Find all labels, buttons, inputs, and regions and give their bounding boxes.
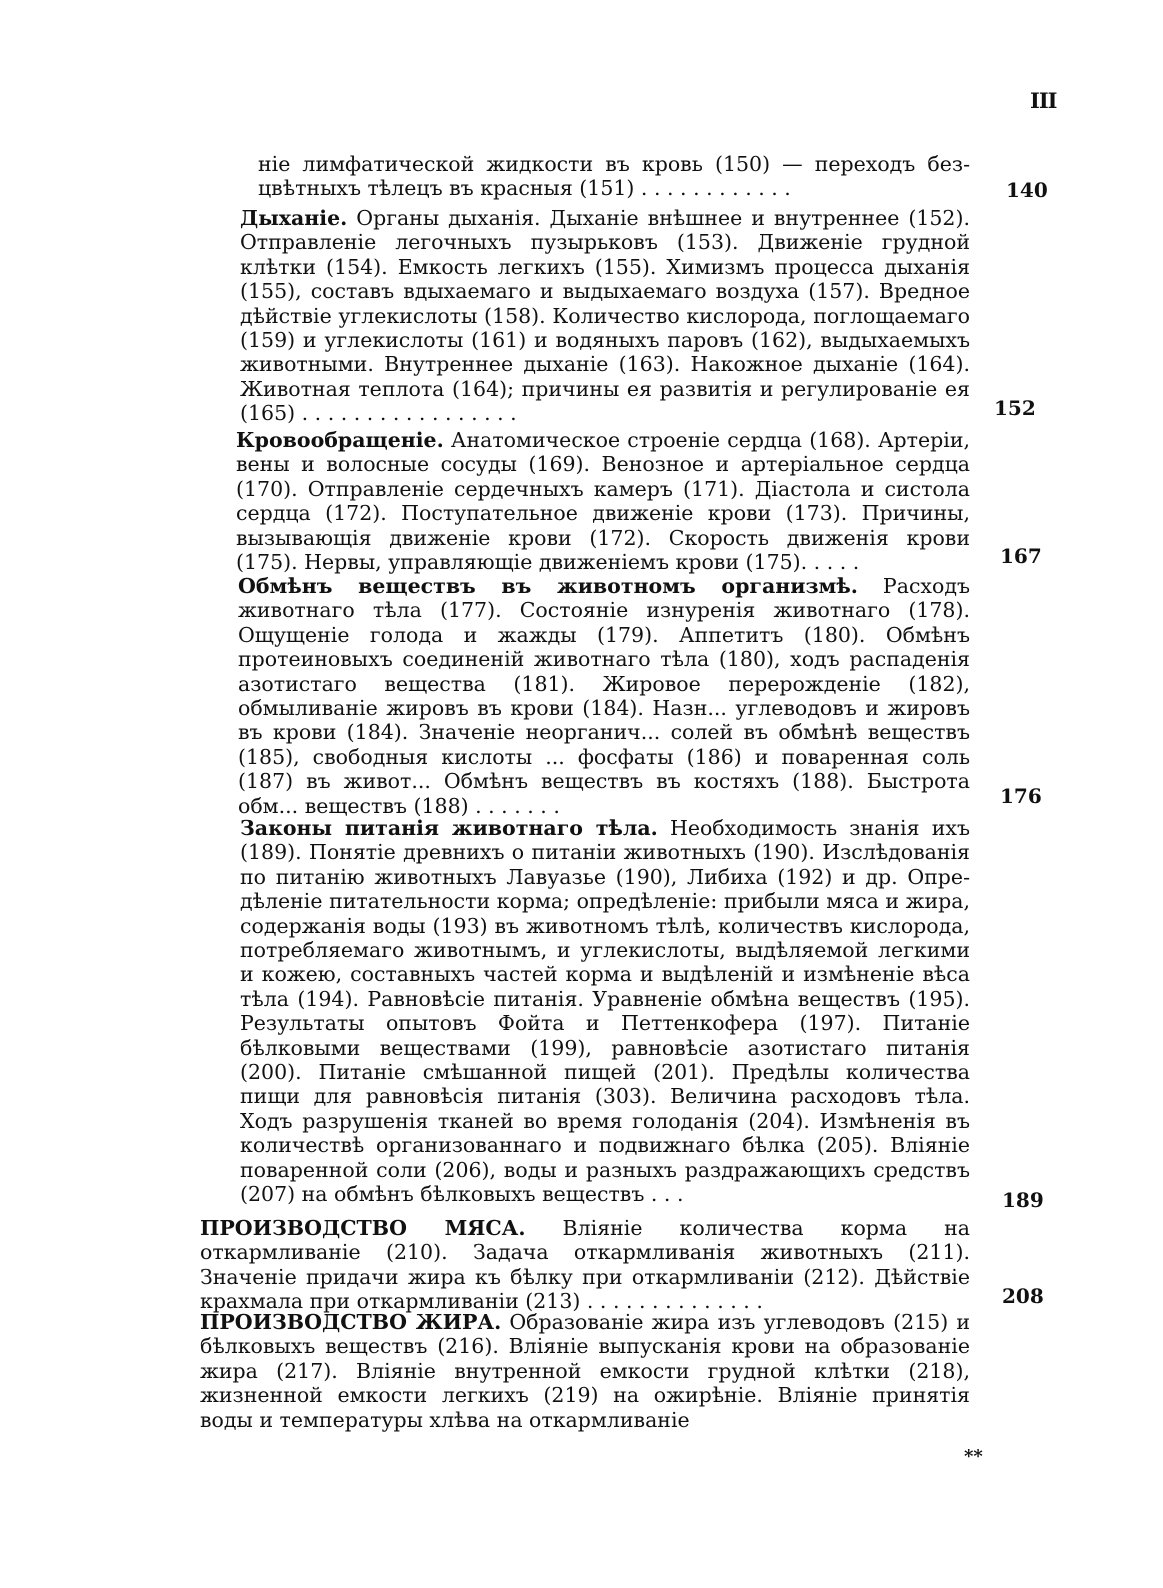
toc-entry <box>238 574 970 818</box>
entry-heading: ПРОИЗВОДСТВО ЖИРА. <box>200 1310 502 1334</box>
entry-page-ref: 140 <box>1006 178 1048 202</box>
entry-heading: Обмѣнъ веществъ въ животномъ организмѣ. <box>238 574 858 598</box>
entry-text: Расходъ животнаго тѣла (177). Состояніе изнуренія животнаго (178). Ощущеніе голода и жажды (179). Аппетитъ (180). Обмѣнъ протеиновыхъ соединеній животнаго тѣла (180), ходъ распаденія азотистаго вещества (181). Жировое перерожденіе (182), обмыливаніе жировъ въ крови (184). Назн... углеводовъ и жировъ въ крови (184). Значеніе неорганич... солей въ обмѣнѣ веществъ (185), свободныя кислоты ... фосфаты (186) и поваренная соль (187) въ живот... Обмѣнъ веществъ въ костяхъ (188). Быстрота обм... веществъ (188) . . . . . . . <box>238 574 970 818</box>
toc-entry <box>240 206 970 426</box>
entry-text: ніе лимфатической жидкости въ кровь (150) — переходъ безцвѣтныхъ тѣлецъ въ красныя (151) . . . . . . . . . . . . <box>258 152 970 201</box>
entry-text: Органы дыханія. Дыханіе внѣшнее и внутреннее (152). Отправленіе легочныхъ пузырьковъ (153). Движеніе грудной клѣтки (154). Емкость легкихъ (155). Химизмъ процесса дыханія (155), составъ вдыхаемаго и выдыхаемаго воздуха (157). Вредное дѣйствіе углекислоты (158). Количество кислорода, поглощаемаго (159) и углекислоты (161) и водяныхъ паровъ (162), выдыхаемыхъ животными. Внутреннее дыханіе (163). Накожное дыханіе (164). Животная теплота (164); причины ея развитія и регулированіе ея (165) . . . . . . . . . . . . . . . . . <box>240 206 970 426</box>
entry-page-ref: 167 <box>1000 544 1042 568</box>
entry-text: Анатомическое строеніе сердца (168). Артеріи, вены и волосные сосуды (169). Венозное и артеріальное сердца (170). Отправленіе сердечныхъ камеръ (171). Діастола и систола сердца (172). Поступательное движеніе крови (173). Причины, вызывающія движеніе крови (172). Скорость движенія крови (175). Нервы, управляющіе движеніемъ крови (175). . . . . <box>236 428 970 575</box>
toc-entry <box>200 1310 970 1432</box>
entry-heading: Кровообращеніе. <box>236 428 444 452</box>
entry-text: Вліяніе количества корма на откармливаніе (210). Задача откармливанія животныхъ (211). Значеніе придачи жира къ бѣлку при откармливаніи (212). Дѣйствіе крахмала при откармливаніи (213) . . . . . . . . . . . . . . <box>200 1216 971 1314</box>
entry-page-ref: 176 <box>1000 784 1042 808</box>
page-number: III <box>1030 88 1057 113</box>
entry-page-ref: 189 <box>1002 1188 1044 1212</box>
signature-mark: ** <box>964 1446 983 1467</box>
entry-page-ref: 208 <box>1002 1284 1044 1308</box>
entry-page-ref: 152 <box>994 396 1036 420</box>
toc-entry <box>200 1216 970 1314</box>
toc-entry <box>240 816 970 1207</box>
entry-heading: ПРОИЗВОДСТВО МЯСА. <box>200 1216 526 1240</box>
entry-heading: Дыханіе. <box>240 206 348 230</box>
toc-entry <box>236 428 970 574</box>
entry-heading: Законы питанія животнаго тѣла. <box>240 816 658 840</box>
entry-text: Образованіе жира изъ углеводовъ (215) и бѣлковыхъ веществъ (216). Вліяніе выпусканія крови на образованіе жира (217). Вліяніе внутренной емкости грудной клѣтки (218), жизненной емкости легкихъ (219) на ожирѣніе. Вліяніе принятія воды и температуры хлѣва на откармливаніе <box>200 1310 970 1432</box>
entry-text: Необходимость знанія ихъ (189). Понятіе древнихъ о питаніи животныхъ (190). Изслѣдованія по питанію животныхъ Лавуазье (190), Либиха (192) и др. Опредѣленіе питательности корма; опредѣленіе: прибыли мяса и жира, содержанія воды (193) въ животномъ тѣлѣ, количествъ кислорода, потребляемаго животнымъ, и углекислоты, выдѣляемой легкими и кожею, составныхъ частей корма и выдѣленій и измѣненіе вѣса тѣла (194). Равновѣсіе питанія. Уравненіе обмѣна веществъ (195). Результаты опытовъ Фойта и Петтенкофера (197). Питаніе бѣлковыми веществами (199), равновѣсіе азотистаго питанія (200). Питаніе смѣшанной пищей (201). Предѣлы количества пищи для равновѣсія питанія (303). Величина расходовъ тѣла. Ходъ разрушенія тканей во время голоданія (204). Измѣненія въ количествѣ организованнаго и подвижнаго бѣлка (205). Вліяніе поваренной соли (206), воды и разныхъ раздражающихъ средствъ (207) на обмѣнъ бѣлковыхъ веществъ . . . <box>240 816 970 1207</box>
toc-entry <box>258 152 970 201</box>
